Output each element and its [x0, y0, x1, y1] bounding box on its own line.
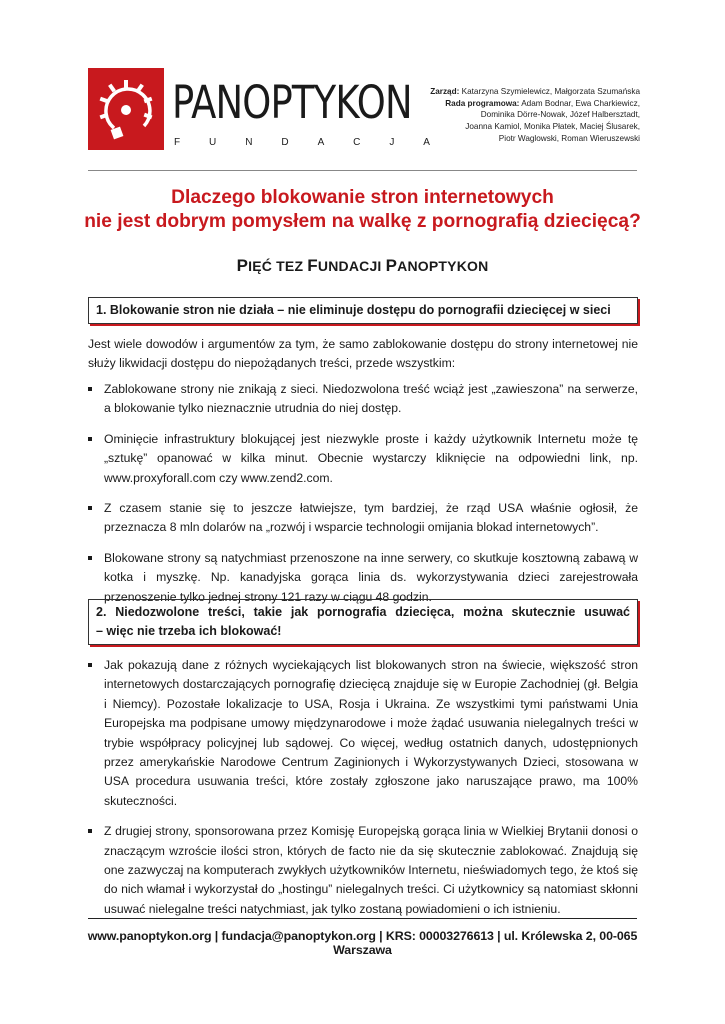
section-2-heading-line: – więc nie trzeba ich blokować!: [96, 624, 282, 638]
logo-letter: A: [317, 137, 325, 148]
logo-subtitle: [174, 137, 430, 148]
section-2-list: [88, 656, 638, 930]
list-item-text: Jak pokazują dane z różnych wyciekających list blokowanych stron na świecie, większość stron internetowych dostarczających pornografię dziecięcą znajduje się w Europie Zachodniej (gł. Belgia i Niemcy). Pozostałe lokalizacje to USA, Rosja i Ukraina. Ze wszystkimi tymi państwami Unia Europejska ma podpisane umowy międzynarodowe i może żądać usuwania nielegalnych treści w trybie współpracy policyjnej lub sądowej. Co więcej, według ostatnich danych, udostępnionych przez amerykańskie Narodowe Centrum Zaginionych i Wykorzystywanych Dzieci, stosowana w USA procedura usuwania treści, które zostały zgłoszone jako naruszające prawo, ma 100% skuteczności.: [104, 658, 638, 808]
rada-line: Joanna Kamiol, Monika Płatek, Maciej Ślusarek,: [465, 122, 640, 132]
title-line: Dlaczego blokowanie stron internetowych: [171, 187, 554, 208]
rada-line: Adam Bodnar, Ewa Charkiewicz,: [521, 98, 640, 108]
subtitle-cap: P: [236, 256, 249, 275]
logo-wordmark: PANOPTYKON: [172, 76, 412, 129]
bullet-icon: [88, 506, 92, 510]
footer-contact: www.panoptykon.org | fundacja@panoptykon.org | KRS: 00003276613 | ul. Królewska 2, 00-065 Warszawa: [87, 929, 638, 957]
section-2-heading-line: 2. Niedozwolone treści, takie jak pornografia dziecięca, można skutecznie usuwać: [96, 605, 630, 619]
logo-letter: F: [174, 137, 181, 148]
list-item: [88, 430, 638, 488]
bullet-icon: [88, 387, 92, 391]
logo-mark: [88, 68, 164, 150]
rada-line: Dominika Dörre-Nowak, Józef Halbersztadt,: [480, 110, 640, 120]
section-2-heading: [88, 599, 638, 645]
logo-letter: C: [353, 137, 361, 148]
bullet-icon: [88, 556, 92, 560]
document-subtitle: [60, 256, 665, 276]
logo-letter: N: [245, 137, 253, 148]
subtitle-cap: P: [385, 256, 398, 275]
list-item-text: Ominięcie infrastruktury blokującej jest niezwykle proste i każdy użytkownik Internetu może tę „sztukę” opanować w kilka minut. Obecnie wystarczy kliknięcie na odpowiedni link, np. www.proxyforall.com czy www.zend2.com.: [104, 431, 638, 485]
list-item-text: Z drugiej strony, sponsorowana przez Komisję Europejską gorąca linia w Wielkiej Brytanii donosi o znaczącym wzroście ilości stron, których de facto nie da się skutecznie zablokować. Znajdują się one zazwyczaj na komputerach zwykłych użytkowników Internetu, nieświadomych tego, że ktoś się do nich włamał i wykorzystał do „hostingu” nielegalnych treści. Ci użytkownicy są natomiast skłonni usuwać nielegalne treści natychmiast, jak tylko zostaną powiadomieni o ich istnieniu.: [104, 824, 638, 916]
panopticon-icon: [88, 68, 164, 150]
bullet-icon: [88, 829, 92, 833]
list-item: [88, 822, 638, 919]
rada-line: Piotr Waglowski, Roman Wieruszewski: [498, 133, 640, 143]
footer-divider: [88, 918, 637, 919]
list-item-text: Zablokowane strony nie znikają z sieci. Niedozwolona treść wciąż jest „zawieszona” na serwerze, a blokowanie tylko nieznacznie utrudnia do niej dostęp.: [104, 382, 638, 416]
logo-letter: J: [389, 137, 395, 148]
rada-label: Rada programowa:: [445, 98, 520, 108]
zarzad-label: Zarząd:: [430, 87, 460, 96]
subtitle-part: UNDACJI: [317, 258, 386, 274]
document-title: [60, 186, 665, 234]
header-divider: [88, 170, 637, 171]
list-item: [88, 656, 638, 811]
bullet-icon: [88, 663, 92, 667]
section-1-list: [88, 380, 638, 618]
logo-letter: D: [281, 137, 289, 148]
logo-letter: A: [423, 137, 430, 148]
list-item-text: Z czasem stanie się to jeszcze łatwiejsze, tym bardziej, że rząd USA właśnie ogłosił, że przeznacza 8 mln dolarów na „rozwój i wsparcie technologii omijania blokad internetowych”.: [104, 501, 638, 535]
subtitle-cap: F: [307, 256, 318, 275]
list-item: [88, 380, 638, 419]
logo-letter: U: [209, 137, 217, 148]
section-1-intro: Jest wiele dowodów i argumentów za tym, że samo zablokowanie dostępu do strony internetowej nie służy likwidacji dostępu do niepożądanych treści, przede wszystkim:: [88, 337, 638, 371]
list-item-text: Blokowane strony są natychmiast przenoszone na inne serwery, co skutkuje kosztowną zabawą w kotka i myszkę. Np. kanadyjska gorąca linia ds. wykorzystywania dzieci zarejestrowała przenoszenie tylko jednej strony 121 razy w ciągu 48 godzin.: [104, 550, 638, 604]
subtitle-part: IĘĆ TEZ: [248, 258, 308, 274]
list-item: [88, 499, 638, 538]
zarzad-names: Katarzyna Szymielewicz, Małgorzata Szumańska: [461, 87, 640, 96]
board-info: [410, 86, 640, 145]
subtitle-part: ANOPTYKON: [397, 258, 489, 274]
title-line: nie jest dobrym pomysłem na walkę z pornografią dziecięcą?: [84, 211, 641, 232]
bullet-icon: [88, 437, 92, 441]
section-1-heading: 1. Blokowanie stron nie działa – nie eliminuje dostępu do pornografii dziecięcej w sieci: [88, 297, 638, 324]
